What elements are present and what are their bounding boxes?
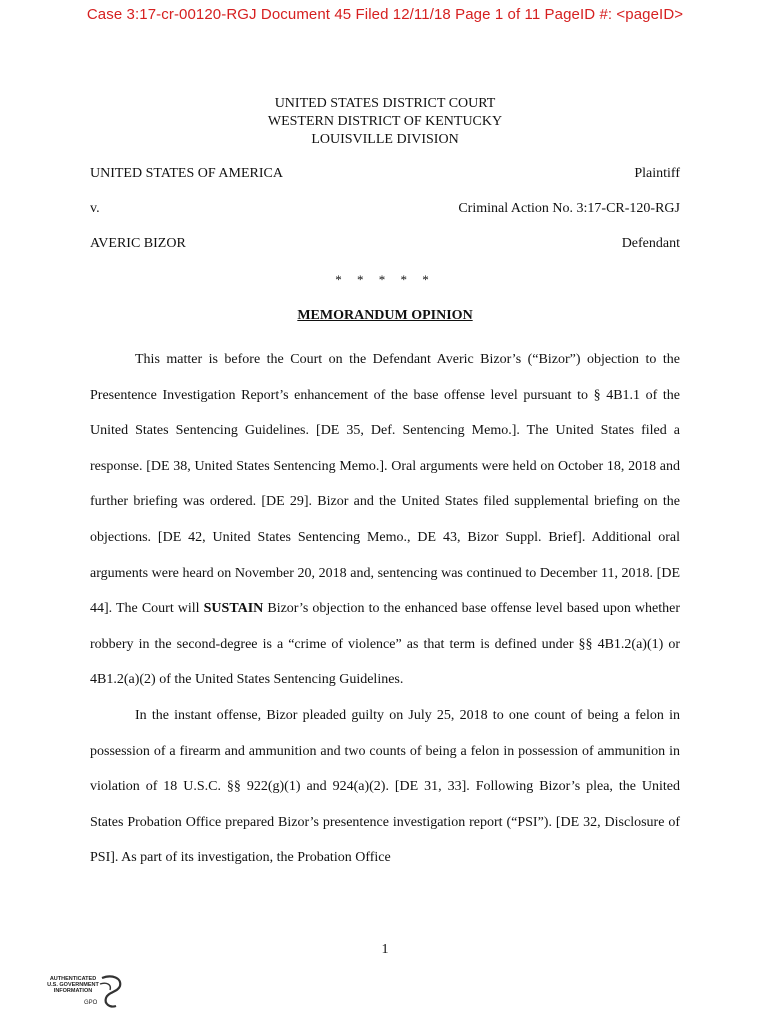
gpo-line-3: INFORMATION xyxy=(53,988,93,995)
paragraph-1-text-b: Bizor’s objection to the enhanced base offense level based upon whether robbery in the second-degree is a “crime of violence” as that term is defined under §§ 4B1.2(a)(1) or 4B1.2(a)(2) of the United States Sentencing Guidelines. xyxy=(90,601,681,688)
defendant-role: Defendant xyxy=(621,236,680,251)
court-district: WESTERN DISTRICT OF KENTUCKY xyxy=(267,114,503,129)
defendant-row xyxy=(90,236,680,254)
plaintiff-row xyxy=(90,166,680,184)
plaintiff-name: UNITED STATES OF AMERICA xyxy=(90,166,283,181)
court-division: LOUISVILLE DIVISION xyxy=(311,132,459,147)
sustain-ruling: SUSTAIN xyxy=(203,601,264,617)
versus-row xyxy=(90,201,680,219)
opinion-body xyxy=(90,342,680,876)
page-number: 1 xyxy=(381,942,389,957)
gpo-authentication-badge xyxy=(44,972,134,1012)
gpo-line-2: U.S. GOVERNMENT xyxy=(47,982,99,989)
gpo-line-1: AUTHENTICATED xyxy=(49,976,97,982)
defendant-name: AVERIC BIZOR xyxy=(90,236,186,251)
gpo-label: GPO xyxy=(84,1000,98,1006)
court-heading xyxy=(0,95,770,149)
section-separator: * * * * * xyxy=(335,272,435,287)
court-name: UNITED STATES DISTRICT COURT xyxy=(274,96,496,111)
eagle-seal-icon xyxy=(96,972,126,1012)
paragraph-1-text-a: This matter is before the Court on the Defendant Averic Bizor’s (“Bizor”) objection to the Presentence Investigation Report’s enhancement of the base offense level pursuant to § 4B1.1 of the United States Sentencing Guidelines. [DE 35, Def. Sentencing Memo.]. The United States filed a response. [DE 38, United States Sentencing Memo.]. Oral arguments were held on October 18, 2018 and further briefing was ordered. [DE 29]. Bizor and the United States filed supplemental briefing on the objections. [DE 42, United States Sentencing Memo., DE 43, Bizor Suppl. Brief]. Additional oral arguments were heard on November 20, 2018 and, sentencing was continued to December 11, 2018. [DE 44]. The Court will xyxy=(90,352,680,617)
paragraph-1 xyxy=(90,342,680,698)
plaintiff-role: Plaintiff xyxy=(634,166,680,181)
gpo-badge-text xyxy=(44,976,102,995)
document-title: MEMORANDUM OPINION xyxy=(297,308,473,323)
versus-label: v. xyxy=(90,201,100,216)
action-number: Criminal Action No. 3:17-CR-120-RGJ xyxy=(458,201,680,216)
case-header: Case 3:17-cr-00120-RGJ Document 45 Filed 12/11/18 Page 1 of 11 PageID #: <pageID> xyxy=(86,6,684,23)
paragraph-2: In the instant offense, Bizor pleaded guilty on July 25, 2018 to one count of being a felon in possession of a firearm and ammunition and two counts of being a felon in possession of ammunition in violation of 18 U.S.C. §§ 922(g)(1) and 924(a)(2). [DE 31, 33]. Following Bizor’s plea, the United States Probation Office prepared Bizor’s presentence investigation report (“PSI”). [DE 32, Disclosure of PSI]. As part of its investigation, the Probation Office xyxy=(90,707,680,866)
